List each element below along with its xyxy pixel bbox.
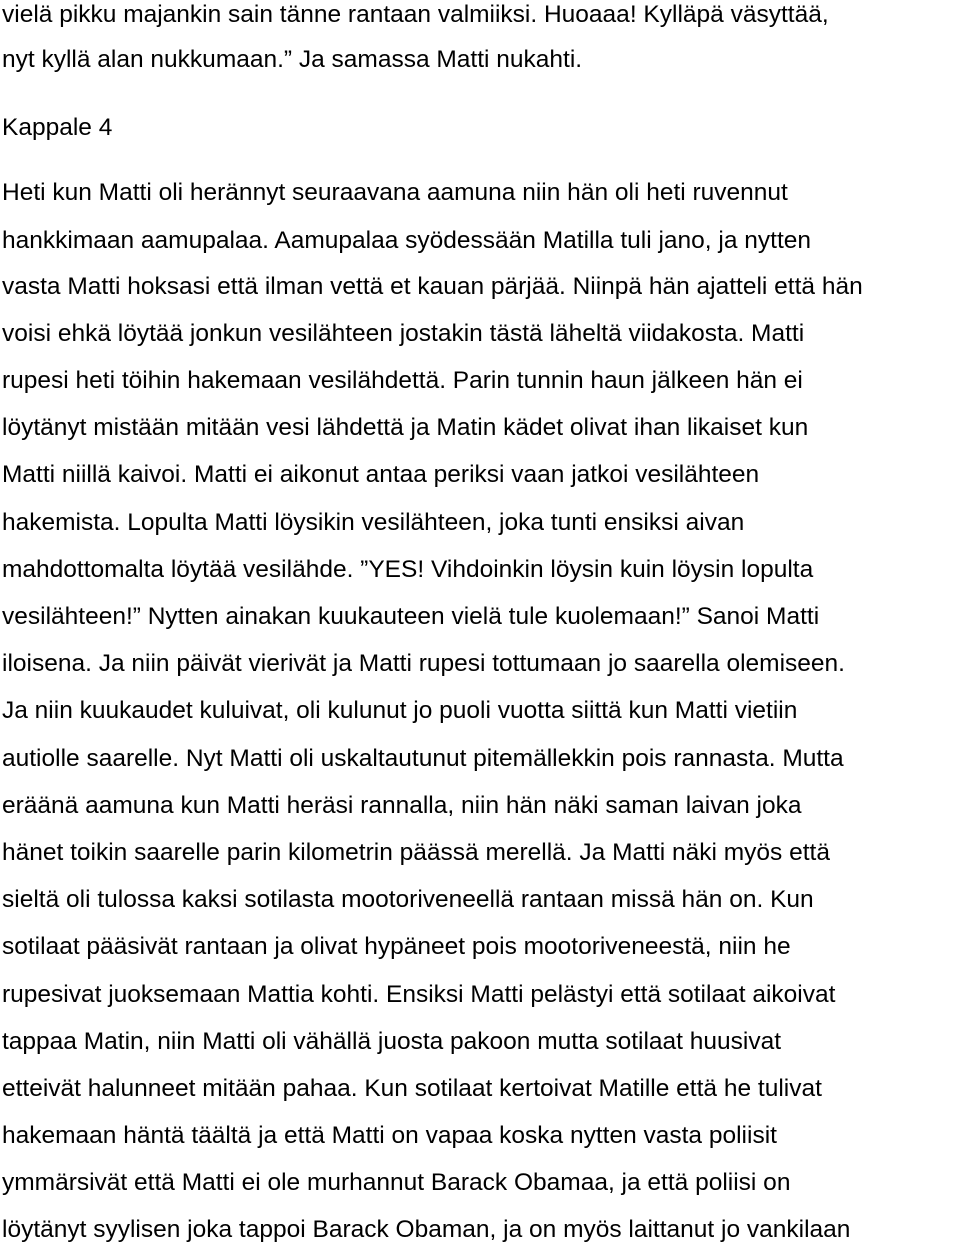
section-heading: Kappale 4: [2, 114, 113, 141]
text-line: sotilaat pääsivät rantaan ja olivat hypäneet pois mootoriveneestä, niin he: [2, 933, 791, 960]
text-line: nyt kyllä alan nukkumaan.” Ja samassa Matti nukahti.: [2, 46, 583, 73]
text-line: löytänyt syylisen joka tappoi Barack Obaman, ja on myös laittanut jo vankilaan: [2, 1216, 851, 1243]
text-line: vielä pikku majankin sain tänne rantaan valmiiksi. Huoaaa! Kylläpä väsyttää,: [2, 1, 829, 28]
text-line: autiolle saarelle. Nyt Matti oli uskaltautunut pitemällekkin pois rannasta. Mutta: [2, 745, 844, 772]
text-line: Matti niillä kaivoi. Matti ei aikonut antaa periksi vaan jatkoi vesilähteen: [2, 461, 760, 488]
text-line: vesilähteen!” Nytten ainakan kuukauteen vielä tule kuolemaan!” Sanoi Matti: [2, 603, 820, 630]
text-line: hakemaan häntä täältä ja että Matti on vapaa koska nytten vasta poliisit: [2, 1122, 777, 1149]
text-line: etteivät halunneet mitään pahaa. Kun sotilaat kertoivat Matille että he tulivat: [2, 1075, 822, 1102]
text-line: mahdottomalta löytää vesilähde. ”YES! Vihdoinkin löysin kuin löysin lopulta: [2, 556, 814, 583]
text-line: sieltä oli tulossa kaksi sotilasta mootoriveneellä rantaan missä hän on. Kun: [2, 886, 814, 913]
text-line: Ja niin kuukaudet kuluivat, oli kulunut jo puoli vuotta siittä kun Matti vietiin: [2, 697, 798, 724]
text-line: Heti kun Matti oli herännyt seuraavana aamuna niin hän oli heti ruvennut: [2, 179, 788, 206]
text-line: hakemista. Lopulta Matti löysikin vesilähteen, joka tunti ensiksi aivan: [2, 509, 745, 536]
text-line: vasta Matti hoksasi että ilman vettä et kauan pärjää. Niinpä hän ajatteli että hän: [2, 273, 863, 300]
text-line: hankkimaan aamupalaa. Aamupalaa syödessään Matilla tuli jano, ja nytten: [2, 227, 812, 254]
text-line: hänet toikin saarelle parin kilometrin päässä merellä. Ja Matti näki myös että: [2, 839, 830, 866]
text-line: ymmärsivät että Matti ei ole murhannut Barack Obamaa, ja että poliisi on: [2, 1169, 791, 1196]
text-line: eräänä aamuna kun Matti heräsi rannalla, niin hän näki saman laivan joka: [2, 792, 802, 819]
text-line: tappaa Matin, niin Matti oli vähällä juosta pakoon mutta sotilaat huusivat: [2, 1028, 782, 1055]
text-line: rupesivat juoksemaan Mattia kohti. Ensiksi Matti pelästyi että sotilaat aikoivat: [2, 981, 836, 1008]
text-line: voisi ehkä löytää jonkun vesilähteen jostakin tästä läheltä viidakosta. Matti: [2, 320, 805, 347]
text-line: löytänyt mistään mitään vesi lähdettä ja Matin kädet olivat ihan likaiset kun: [2, 414, 809, 441]
text-line: rupesi heti töihin hakemaan vesilähdettä. Parin tunnin haun jälkeen hän ei: [2, 367, 803, 394]
text-line: iloisena. Ja niin päivät vierivät ja Matti rupesi tottumaan jo saarella olemiseen.: [2, 650, 845, 677]
